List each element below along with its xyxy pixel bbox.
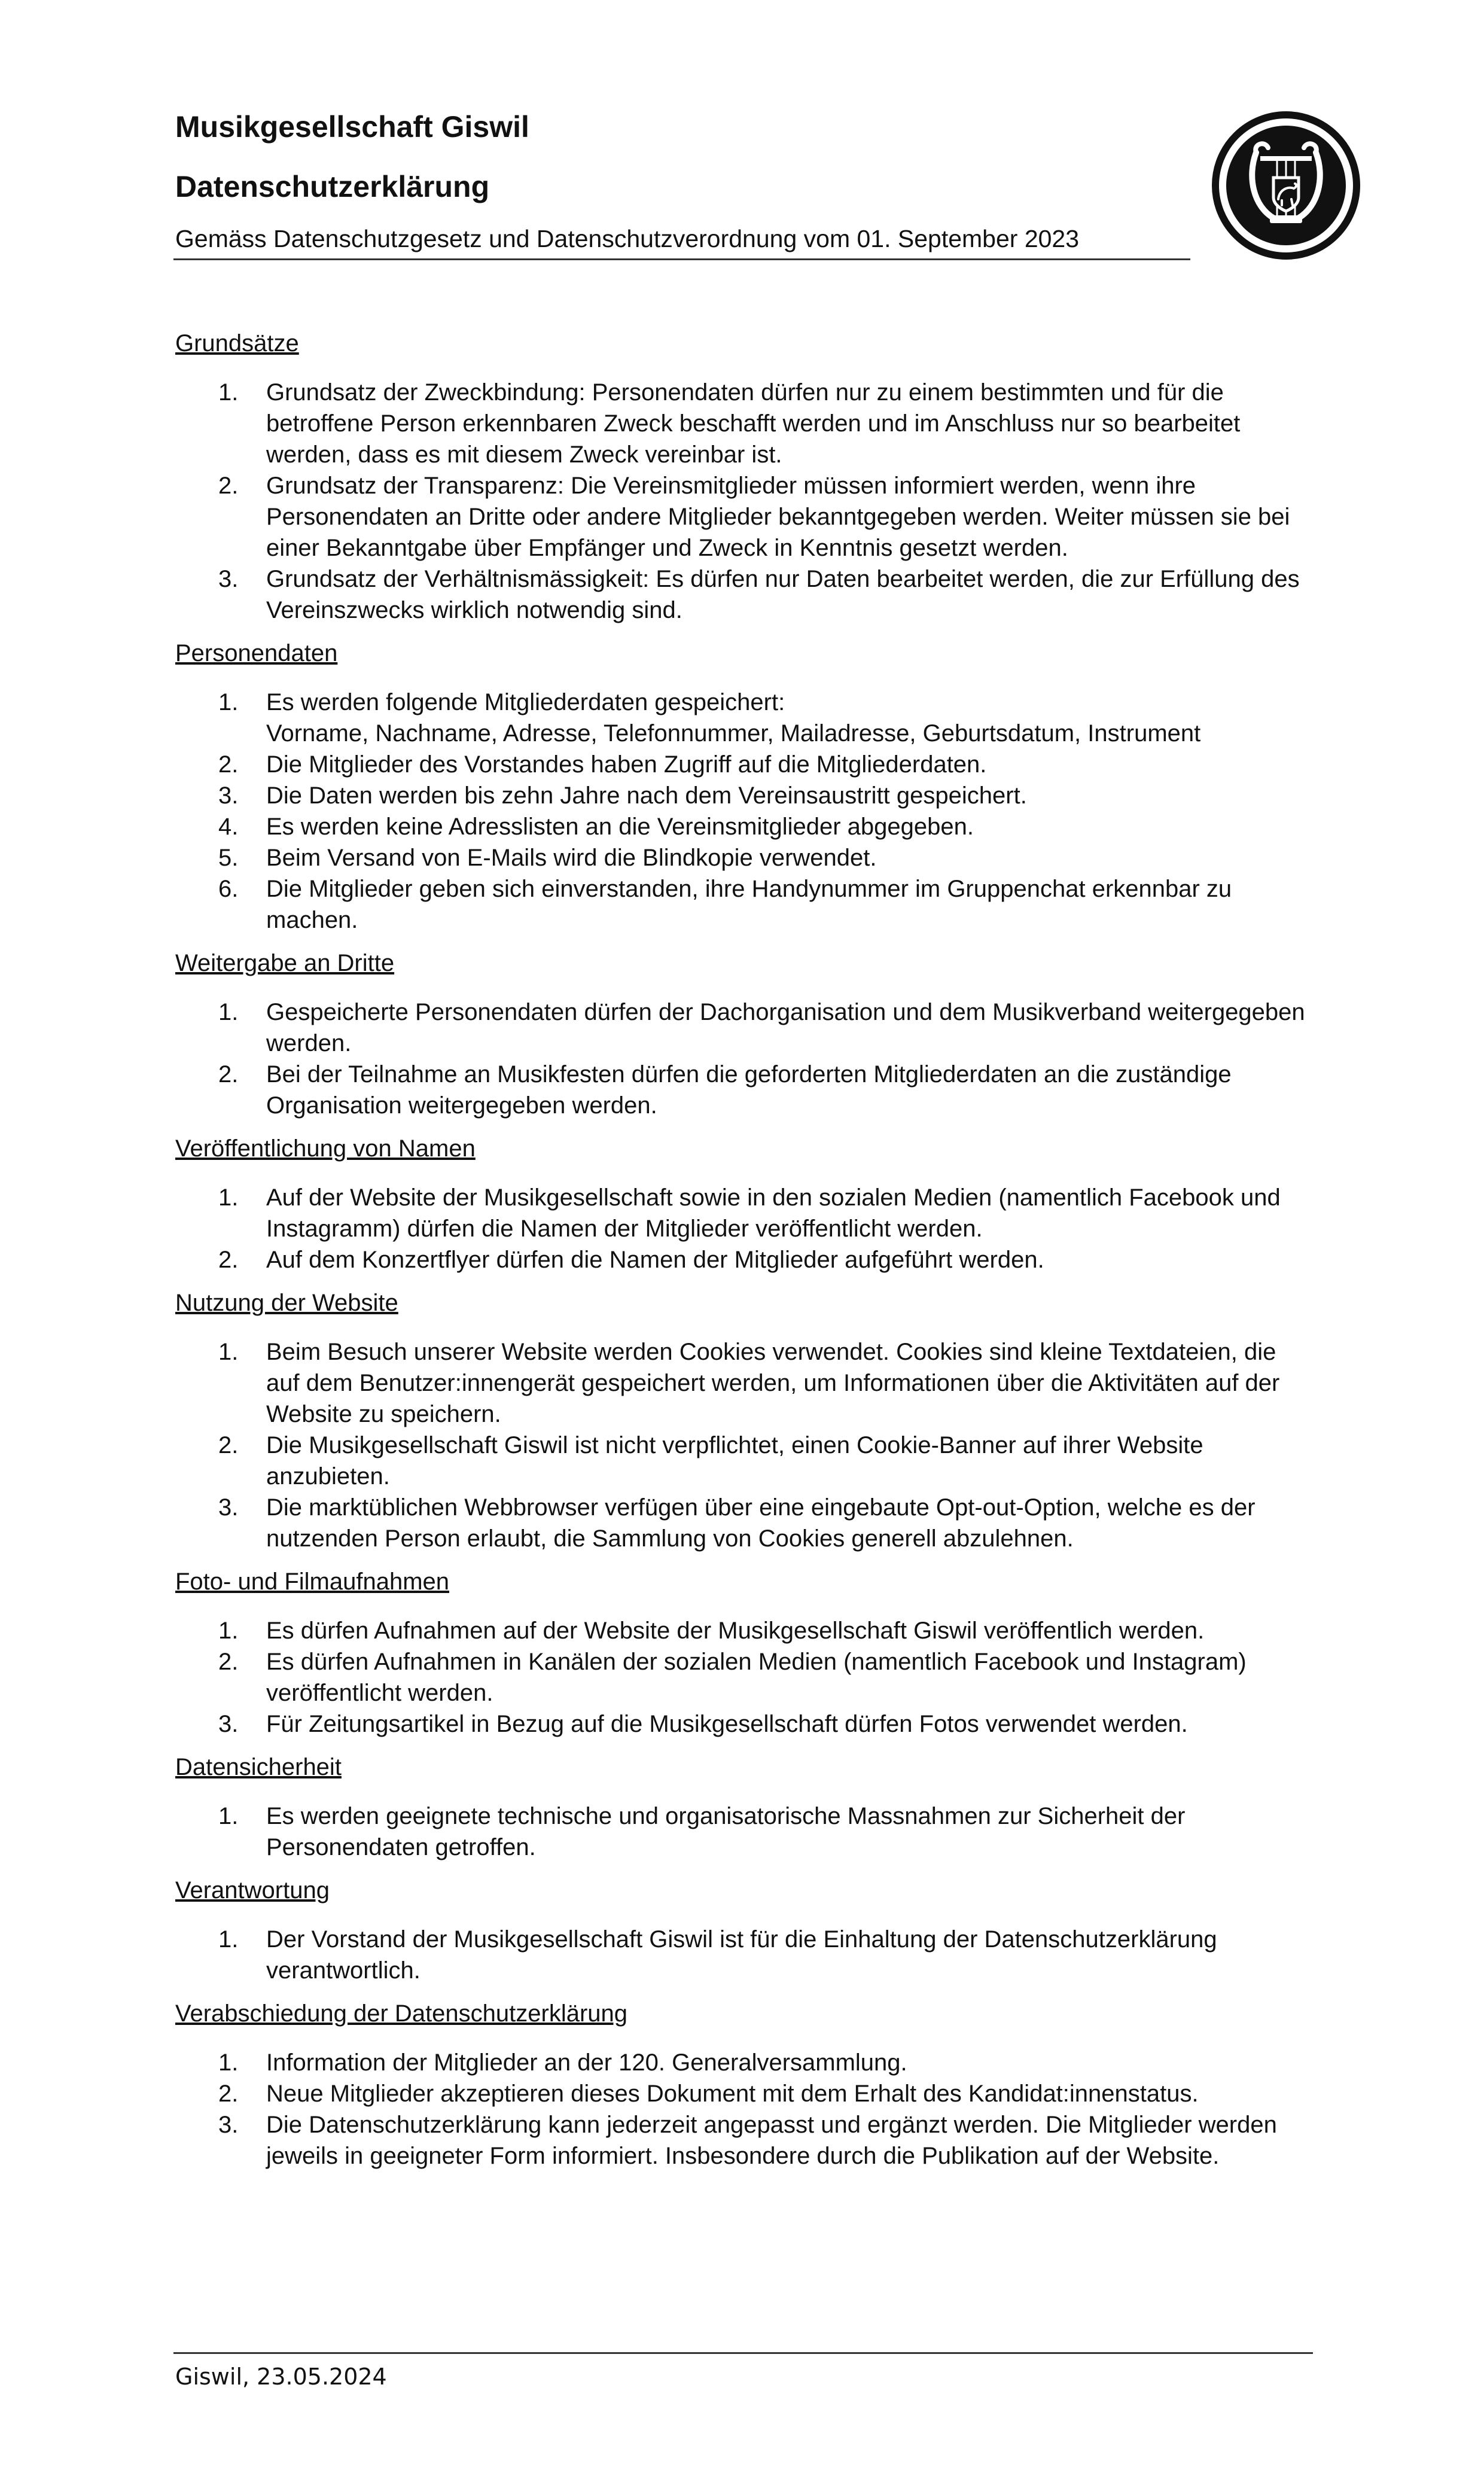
list-item-text: Grundsatz der Transparenz: Die Vereinsmitglieder müssen informiert werden, wenn ihre Personendaten an Dritte oder andere Mitglieder bekanntgegeben werden. Weiter müssen sie bei einer Bekanntgabe über Empfänger und Zweck in Kenntnis gesetzt werden. (266, 473, 1290, 561)
list-item-text: Auf dem Konzertflyer dürfen die Namen der Mitglieder aufgeführt werden. (266, 1247, 1044, 1273)
list-item-text: Beim Versand von E-Mails wird die Blindkopie verwendet. (266, 845, 877, 871)
numbered-list (175, 1801, 1315, 1863)
list-number: 6. (218, 876, 239, 902)
list-number: 2. (218, 1247, 239, 1273)
list-number: 1. (218, 379, 239, 406)
list-item (175, 1182, 1315, 1244)
list-number: 4. (218, 814, 239, 840)
list-number: 3. (218, 1711, 239, 1737)
list-item (175, 1708, 1315, 1740)
header-divider (173, 258, 1190, 260)
section-foto-film (175, 1566, 1315, 1740)
list-item (175, 1801, 1315, 1863)
stored-fields-list: Vorname, Nachname, Adresse, Telefonnummer, Mailadresse, Geburtsdatum, Instrument (266, 720, 1201, 747)
list-item (175, 2078, 1315, 2109)
section-heading: Verabschiedung der Datenschutzerklärung (175, 2000, 628, 2027)
list-item-text: Die Mitglieder des Vorstandes haben Zugriff auf die Mitgliederdaten. (266, 751, 987, 778)
list-item (175, 811, 1315, 842)
list-number: 1. (218, 1184, 239, 1211)
section-weitergabe (175, 948, 1315, 1121)
list-item (175, 749, 1315, 780)
section-personendaten (175, 638, 1315, 936)
list-item-text: Es werden keine Adresslisten an die Vereinsmitglieder abgegeben. (266, 814, 974, 840)
section-heading: Veröffentlichung von Namen (175, 1135, 476, 1162)
numbered-list (175, 377, 1315, 626)
section-grundsaetze (175, 328, 1315, 626)
document-body (175, 328, 1315, 2183)
list-item-text: Es werden geeignete technische und organisatorische Massnahmen zur Sicherheit der Personendaten getroffen. (266, 1803, 1186, 1860)
numbered-list (175, 997, 1315, 1121)
list-item (175, 780, 1315, 811)
list-item-text: Es dürfen Aufnahmen in Kanälen der sozialen Medien (namentlich Facebook und Instagram) veröffentlicht werden. (266, 1649, 1247, 1706)
numbered-list (175, 2047, 1315, 2172)
list-item (175, 1430, 1315, 1492)
list-item (175, 2047, 1315, 2078)
list-item (175, 1492, 1315, 1554)
footer-divider (173, 2352, 1313, 2354)
list-number: 1. (218, 1618, 239, 1644)
numbered-list (175, 1336, 1315, 1554)
list-number: 1. (218, 1926, 239, 1953)
list-item-text: Auf der Website der Musikgesellschaft sowie in den sozialen Medien (namentlich Facebook und Instagramm) dürfen die Namen der Mitglieder veröffentlicht werden. (266, 1184, 1281, 1242)
list-number: 2. (218, 1432, 239, 1458)
section-verantwortung (175, 1875, 1315, 1986)
section-website (175, 1287, 1315, 1554)
numbered-list (175, 687, 1315, 936)
document-title: Datenschutzerklärung (175, 170, 490, 203)
list-number: 3. (218, 1494, 239, 1521)
list-item (175, 997, 1315, 1059)
section-heading: Datensicherheit (175, 1754, 342, 1780)
document-subtitle: Gemäss Datenschutzgesetz und Datenschutzverordnung vom 01. September 2023 (175, 225, 1080, 252)
list-item-text: Grundsatz der Zweckbindung: Personendaten dürfen nur zu einem bestimmten und für die betroffene Person erkennbaren Zweck beschafft werden und im Anschluss nur so bearbeitet werden, dass es mit diesem Zweck vereinbar ist. (266, 379, 1241, 468)
list-item (175, 1336, 1315, 1430)
list-item (175, 1615, 1315, 1646)
list-item-text: Beim Besuch unserer Website werden Cookies verwendet. Cookies sind kleine Textdateien, die auf dem Benutzer:innengerät gespeichert werden, um Informationen über die Aktivitäten auf der Website zu speichern. (266, 1339, 1280, 1427)
list-number: 5. (218, 845, 239, 871)
section-datensicherheit (175, 1752, 1315, 1863)
section-heading: Personendaten (175, 640, 338, 666)
section-heading: Grundsätze (175, 330, 299, 357)
list-number: 3. (218, 2112, 239, 2138)
list-item (175, 564, 1315, 626)
list-number: 3. (218, 782, 239, 809)
list-item-text: Bei der Teilnahme an Musikfesten dürfen die geforderten Mitgliederdaten an die zuständige Organisation weitergegeben werden. (266, 1061, 1232, 1119)
list-item (175, 470, 1315, 564)
numbered-list (175, 1182, 1315, 1275)
list-number: 2. (218, 2081, 239, 2107)
list-item (175, 1646, 1315, 1708)
section-heading: Foto- und Filmaufnahmen (175, 1569, 450, 1595)
section-heading: Weitergabe an Dritte (175, 950, 395, 976)
organization-name: Musikgesellschaft Giswil (175, 110, 529, 144)
list-item (175, 842, 1315, 873)
list-item-text: Information der Mitglieder an der 120. Generalversammlung. (266, 2049, 907, 2076)
list-item (175, 1059, 1315, 1121)
list-item (175, 1244, 1315, 1275)
list-item-text: Die Musikgesellschaft Giswil ist nicht verpflichtet, einen Cookie-Banner auf ihrer Website anzubieten. (266, 1432, 1203, 1490)
list-item (175, 1924, 1315, 1986)
list-number: 1. (218, 1339, 239, 1365)
list-item-text: Neue Mitglieder akzeptieren dieses Dokument mit dem Erhalt des Kandidat:innenstatus. (266, 2081, 1199, 2107)
section-heading: Nutzung der Website (175, 1290, 398, 1316)
list-number: 2. (218, 1649, 239, 1675)
list-item-text: Der Vorstand der Musikgesellschaft Giswil ist für die Einhaltung der Datenschutzerklärung verantwortlich. (266, 1926, 1217, 1984)
list-number: 2. (218, 473, 239, 499)
numbered-list (175, 1924, 1315, 1986)
footer-place-date: Giswil, 23.05.2024 (175, 2364, 387, 2390)
list-number: 3. (218, 566, 239, 592)
list-item-text: Es dürfen Aufnahmen auf der Website der Musikgesellschaft Giswil veröffentlich werden. (266, 1618, 1205, 1644)
list-item (175, 2109, 1315, 2172)
list-number: 1. (218, 2049, 239, 2076)
lyre-emblem-icon (1211, 111, 1361, 260)
list-item-text: Die Daten werden bis zehn Jahre nach dem Vereinsaustritt gespeichert. (266, 782, 1027, 809)
section-veroeffentlichung (175, 1133, 1315, 1275)
list-number: 2. (218, 1061, 239, 1088)
list-item-text: Gespeicherte Personendaten dürfen der Dachorganisation und dem Musikverband weitergegeben werden. (266, 999, 1305, 1056)
numbered-list (175, 1615, 1315, 1740)
list-item (175, 377, 1315, 470)
list-number: 1. (218, 689, 239, 715)
list-item-text: Es werden folgende Mitgliederdaten gespeichert: (266, 689, 785, 715)
list-item-text: Die Datenschutzerklärung kann jederzeit angepasst und ergänzt werden. Die Mitglieder werden jeweils in geeigneter Form informiert. Insbesondere durch die Publikation auf der Website. (266, 2112, 1277, 2169)
list-item-text: Grundsatz der Verhältnismässigkeit: Es dürfen nur Daten bearbeitet werden, die zur Erfüllung des Vereinszwecks wirklich notwendig sind. (266, 566, 1300, 623)
list-number: 2. (218, 751, 239, 778)
list-item (175, 873, 1315, 936)
section-heading: Verantwortung (175, 1877, 330, 1904)
list-item-text: Die Mitglieder geben sich einverstanden, ihre Handynummer im Gruppenchat erkennbar zu machen. (266, 876, 1232, 933)
section-verabschiedung (175, 1998, 1315, 2172)
list-item (175, 687, 1315, 749)
list-number: 1. (218, 999, 239, 1025)
list-number: 1. (218, 1803, 239, 1829)
list-item-text: Für Zeitungsartikel in Bezug auf die Musikgesellschaft dürfen Fotos verwendet werden. (266, 1711, 1188, 1737)
list-item-text: Die marktüblichen Webbrowser verfügen über eine eingebaute Opt-out-Option, welche es der nutzenden Person erlaubt, die Sammlung von Cookies generell abzulehnen. (266, 1494, 1256, 1552)
